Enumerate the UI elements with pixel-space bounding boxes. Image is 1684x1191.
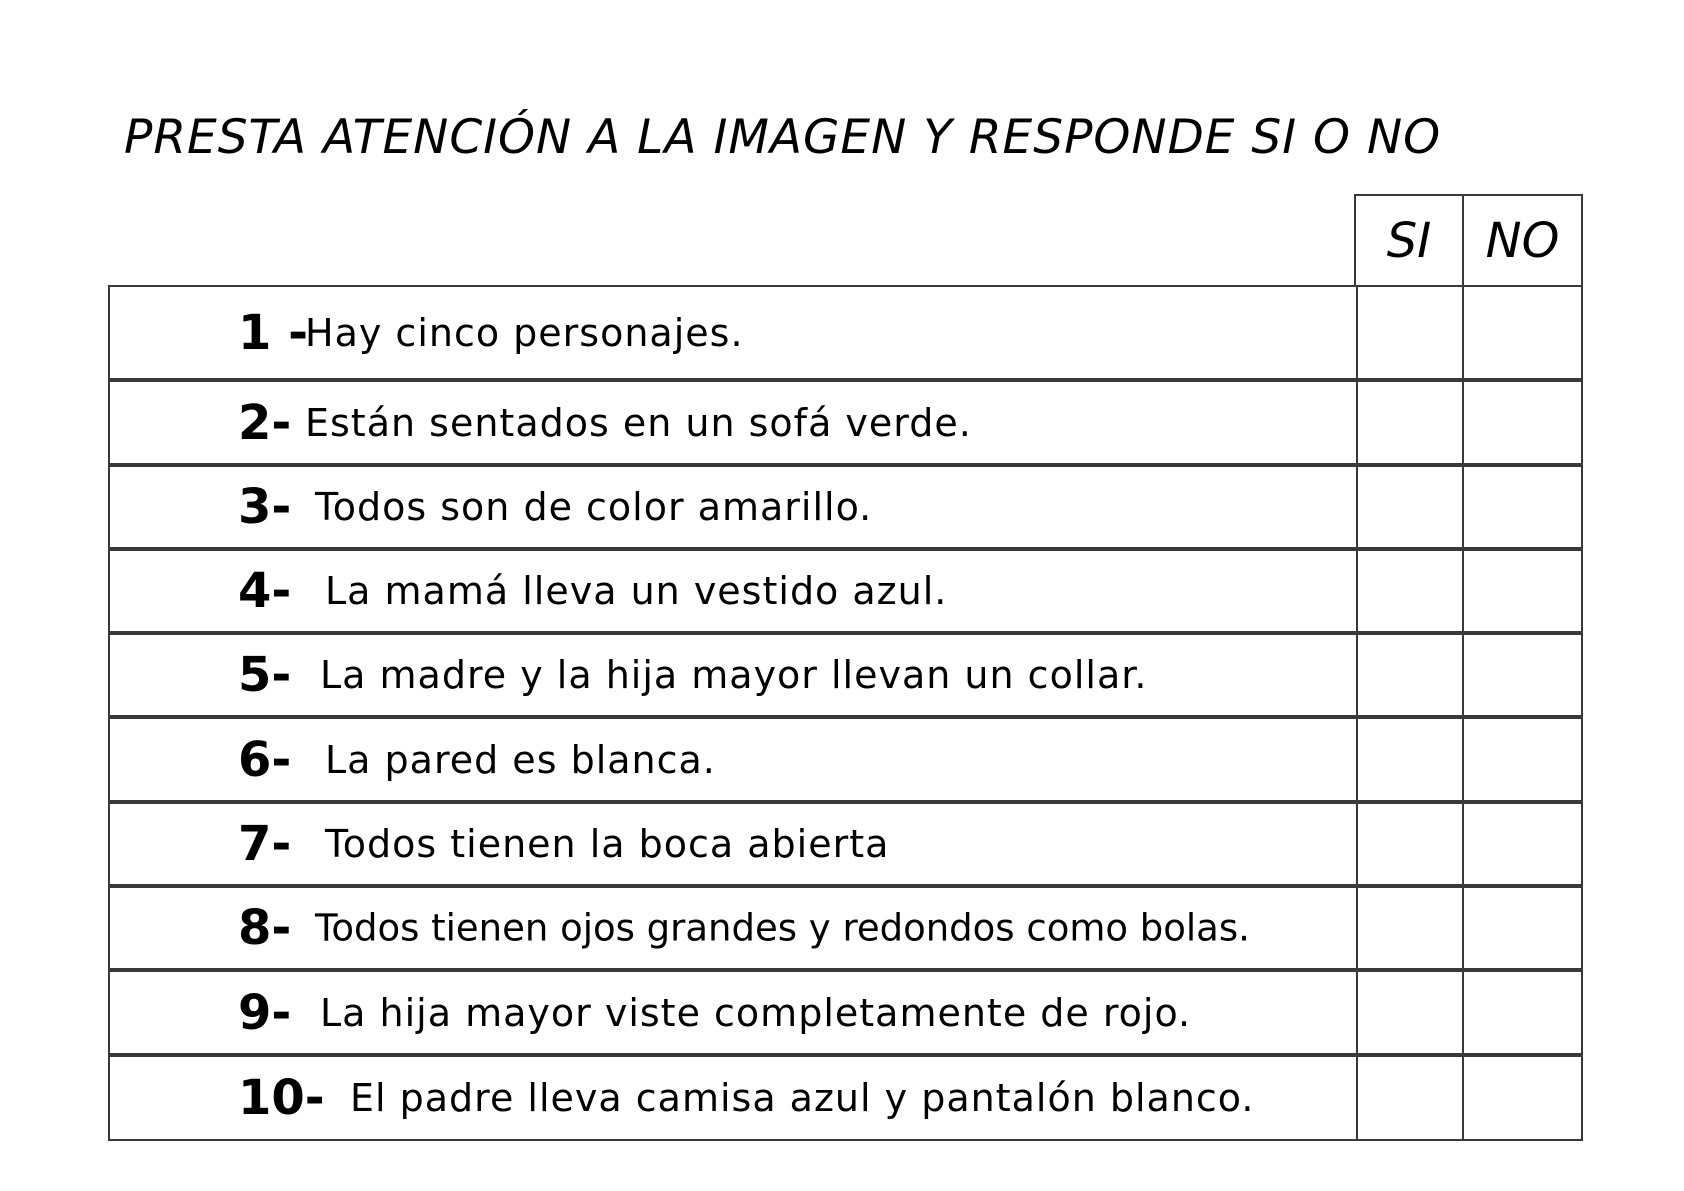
- statement-text: La mamá lleva un vestido azul.: [325, 569, 948, 613]
- statement-cell: [110, 972, 1358, 1053]
- table-row-10: [108, 1055, 1583, 1141]
- answer-no-checkbox[interactable]: [1464, 382, 1581, 463]
- statement-number: 10-: [238, 1070, 325, 1126]
- answer-si-checkbox[interactable]: [1356, 972, 1464, 1053]
- answer-si-checkbox[interactable]: [1356, 287, 1464, 378]
- statement-cell: [110, 551, 1358, 631]
- statement-text: La hija mayor viste completamente de rojo.: [320, 990, 1192, 1035]
- answer-si-checkbox[interactable]: [1356, 382, 1464, 463]
- statement-text: Todos tienen la boca abierta: [325, 822, 890, 866]
- statement-number: 2-: [238, 394, 292, 451]
- answer-no-checkbox[interactable]: [1464, 551, 1581, 631]
- answer-no-checkbox[interactable]: [1464, 467, 1581, 547]
- statement-text: El padre lleva camisa azul y pantalón blanco.: [350, 1076, 1255, 1120]
- answer-si-checkbox[interactable]: [1356, 804, 1464, 884]
- statement-text: La madre y la hija mayor llevan un collar.: [320, 653, 1148, 697]
- answer-no-checkbox[interactable]: [1464, 635, 1581, 715]
- statement-number: 9-: [238, 984, 292, 1041]
- statement-cell: [110, 635, 1358, 715]
- statement-number: 1 -: [238, 304, 309, 361]
- statement-number: 4-: [238, 563, 292, 619]
- statement-number: 8-: [238, 900, 292, 956]
- statement-cell: [110, 287, 1358, 378]
- statement-cell: [110, 719, 1358, 800]
- worksheet-title: PRESTA ATENCIÓN A LA IMAGEN Y RESPONDE SI O NO: [124, 110, 1442, 165]
- statement-cell: [110, 804, 1358, 884]
- answer-si-checkbox[interactable]: [1356, 551, 1464, 631]
- answer-si-checkbox[interactable]: [1356, 888, 1464, 968]
- statement-cell: [110, 888, 1358, 968]
- table-row-3: [108, 465, 1583, 549]
- answer-no-checkbox[interactable]: [1464, 804, 1581, 884]
- table-row-9: [108, 970, 1583, 1055]
- table-row-2: [108, 380, 1583, 465]
- statement-text: La pared es blanca.: [325, 737, 716, 782]
- statement-cell: [110, 382, 1358, 463]
- statement-text: Están sentados en un sofá verde.: [305, 400, 972, 445]
- answer-no-checkbox[interactable]: [1464, 972, 1581, 1053]
- answer-no-checkbox[interactable]: [1464, 719, 1581, 800]
- header-no: NO: [1462, 194, 1583, 287]
- table-row-8: [108, 886, 1583, 970]
- answer-no-checkbox[interactable]: [1464, 287, 1581, 378]
- answer-si-checkbox[interactable]: [1356, 467, 1464, 547]
- table-row-7: [108, 802, 1583, 886]
- statement-cell: [110, 1057, 1358, 1139]
- table-row-5: [108, 633, 1583, 717]
- statement-text: Todos tienen ojos grandes y redondos como bolas.: [315, 906, 1250, 950]
- statement-number: 7-: [238, 816, 292, 872]
- table-row-6: [108, 717, 1583, 802]
- statement-number: 3-: [238, 479, 292, 535]
- answer-si-checkbox[interactable]: [1356, 719, 1464, 800]
- statement-number: 5-: [238, 647, 292, 703]
- statement-cell: [110, 467, 1358, 547]
- answer-si-checkbox[interactable]: [1356, 1057, 1464, 1139]
- header-si: SI: [1354, 194, 1464, 287]
- answer-si-checkbox[interactable]: [1356, 635, 1464, 715]
- statement-text: Hay cinco personajes.: [305, 310, 744, 355]
- table-row-1: [108, 285, 1583, 380]
- statement-number: 6-: [238, 731, 292, 788]
- statement-text: Todos son de color amarillo.: [315, 485, 873, 529]
- table-row-4: [108, 549, 1583, 633]
- answer-no-checkbox[interactable]: [1464, 888, 1581, 968]
- answer-no-checkbox[interactable]: [1464, 1057, 1581, 1139]
